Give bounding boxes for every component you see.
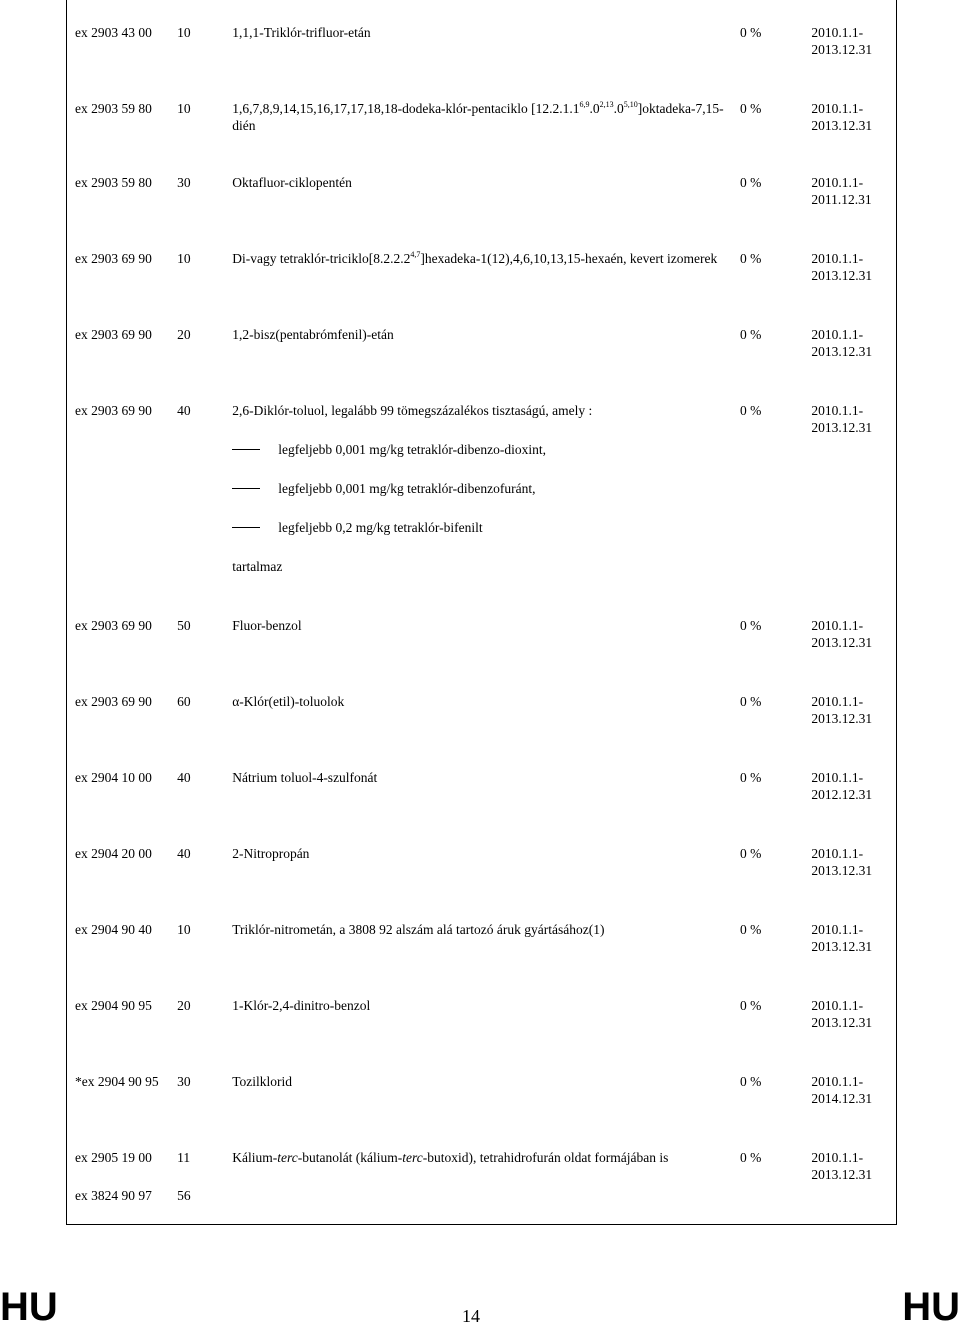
dash-marker: [232, 527, 260, 528]
table-row: [66, 693, 895, 769]
description: 1,1,1-Triklór-trifluor-etán: [232, 25, 371, 40]
validity-period: 2010.1.1- 2013.12.31: [811, 618, 873, 650]
taric-code: 10: [177, 101, 191, 116]
taric-code: 50: [177, 618, 191, 633]
description-tail: tartalmaz: [232, 559, 283, 574]
dash-marker: [232, 449, 260, 450]
table-row: [66, 845, 895, 921]
description: 1,6,7,8,9,14,15,16,17,17,18,18-dodeka-klór-pentaciklo [12.2.1.1$^{6,9}$.0$^{2,13}$.0$^{5,10}$]oktadeka-7,15-dién: [232, 100, 724, 133]
validity-period: 2010.1.1- 2013.12.31: [811, 327, 873, 359]
description-intro: 2,6-Diklór-toluol, legalább 99 tömegszázalékos tisztaságú, amely :: [232, 403, 593, 418]
cn-code: ex 2903 69 90: [75, 327, 152, 342]
description: Di-vagy tetraklór-triciklo[8.2.2.2$^{4,7}$]hexadeka-1(12),4,6,10,13,15-hexaén, kevert izomerek: [232, 250, 718, 266]
description: 2-Nitropropán: [232, 846, 310, 861]
dash-marker: [232, 488, 260, 489]
description: [232, 402, 740, 617]
table-row: [66, 250, 895, 326]
taric-code: 10: [177, 25, 191, 40]
table-row: [66, 326, 895, 402]
duty-rate: 0 %: [740, 403, 762, 418]
taric-code: 30: [177, 175, 191, 190]
validity-period: 2010.1.1- 2013.12.31: [811, 25, 873, 57]
duty-rate: 0 %: [740, 618, 762, 633]
duty-rate: 0 %: [740, 770, 762, 785]
language-code-left: HU: [0, 1285, 58, 1329]
validity-period: 2010.1.1- 2013.12.31: [811, 251, 873, 283]
cn-code: ex 2904 90 40: [75, 922, 152, 937]
taric-code: 40: [177, 846, 191, 861]
duty-rate: 0 %: [740, 327, 762, 342]
taric-code: 40: [177, 403, 191, 418]
validity-period: 2010.1.1- 2012.12.31: [811, 770, 873, 802]
duty-rate: 0 %: [740, 922, 762, 937]
validity-period: 2010.1.1- 2013.12.31: [811, 998, 873, 1030]
list-item: legfeljebb 0,2 mg/kg tetraklór-bifenilt: [232, 519, 740, 536]
duty-rate: 0 %: [740, 175, 762, 190]
taric-code: 20: [177, 327, 191, 342]
table-row: [66, 24, 895, 100]
cn-code: ex 2903 69 90: [75, 251, 152, 266]
taric-code: 40: [177, 770, 191, 785]
cn-code: ex 2905 19 00 ex 3824 90 97: [75, 1150, 152, 1203]
taric-code: 60: [177, 694, 191, 709]
taric-code: 11 56: [177, 1150, 191, 1203]
validity-period: 2010.1.1- 2013.12.31: [811, 101, 873, 133]
cn-code: ex 2904 20 00: [75, 846, 152, 861]
description: Nátrium toluol-4-szulfonát: [232, 770, 378, 785]
description: 1-Klór-2,4-dinitro-benzol: [232, 998, 371, 1013]
cn-code: ex 2903 43 00: [75, 25, 152, 40]
description: 1,2-bisz(pentabrómfenil)-etán: [232, 327, 394, 342]
taric-code: 10: [177, 251, 191, 266]
cn-code: ex 2903 59 80: [75, 175, 152, 190]
table-row: [66, 1149, 895, 1204]
table-row: [66, 921, 895, 997]
validity-period: 2010.1.1- 2013.12.31: [811, 922, 873, 954]
description: Tozilklorid: [232, 1074, 292, 1089]
taric-code: 10: [177, 922, 191, 937]
cn-code: ex 2903 69 90: [75, 618, 152, 633]
taric-code: 30: [177, 1074, 191, 1089]
list-item: legfeljebb 0,001 mg/kg tetraklór-dibenzo-dioxint,: [232, 441, 740, 458]
duty-rate: 0 %: [740, 998, 762, 1013]
table-row: [66, 617, 895, 693]
table-row: [66, 997, 895, 1073]
description: α-Klór(etil)-toluolok: [232, 694, 345, 709]
cn-code: ex 2903 69 90: [75, 694, 152, 709]
description: Fluor-benzol: [232, 618, 302, 633]
duty-rate: 0 %: [740, 251, 762, 266]
cn-code: *ex 2904 90 95: [75, 1074, 159, 1089]
validity-period: 2010.1.1- 2011.12.31: [811, 175, 872, 207]
table-row: [66, 402, 895, 617]
list-item: legfeljebb 0,001 mg/kg tetraklór-dibenzofuránt,: [232, 480, 740, 497]
table-row: [66, 100, 895, 174]
duty-rate: 0 %: [740, 846, 762, 861]
validity-period: 2010.1.1- 2013.12.31: [811, 694, 873, 726]
cn-code: ex 2903 59 80: [75, 101, 152, 116]
table-row: [66, 1073, 895, 1149]
validity-period: 2010.1.1- 2013.12.31: [811, 846, 873, 878]
page-number: 14: [462, 1306, 480, 1326]
cn-code: ex 2904 90 95: [75, 998, 152, 1013]
validity-period: 2010.1.1- 2013.12.31: [811, 403, 873, 435]
table-row: [66, 174, 895, 250]
duty-rate: 0 %: [740, 1074, 762, 1089]
cn-code: ex 2904 10 00: [75, 770, 152, 785]
duty-rate: 0 %: [740, 101, 762, 116]
cn-code: ex 2903 69 90: [75, 403, 152, 418]
tariff-table: [66, 24, 895, 1204]
table-row: [66, 769, 895, 845]
description: Triklór-nitrometán, a 3808 92 alszám alá tartozó áruk gyártásához(1): [232, 922, 605, 937]
validity-period: 2010.1.1- 2013.12.31: [811, 1150, 873, 1182]
language-code-right: HU: [902, 1285, 960, 1329]
duty-rate: 0 %: [740, 694, 762, 709]
description: Kálium-terc-butanolát (kálium-terc-butoxid), tetrahidrofurán oldat formájában is: [232, 1150, 669, 1165]
duty-rate: 0 %: [740, 25, 762, 40]
duty-rate: 0 %: [740, 1150, 762, 1165]
description: Oktafluor-ciklopentén: [232, 175, 352, 190]
taric-code: 20: [177, 998, 191, 1013]
validity-period: 2010.1.1- 2014.12.31: [811, 1074, 873, 1106]
